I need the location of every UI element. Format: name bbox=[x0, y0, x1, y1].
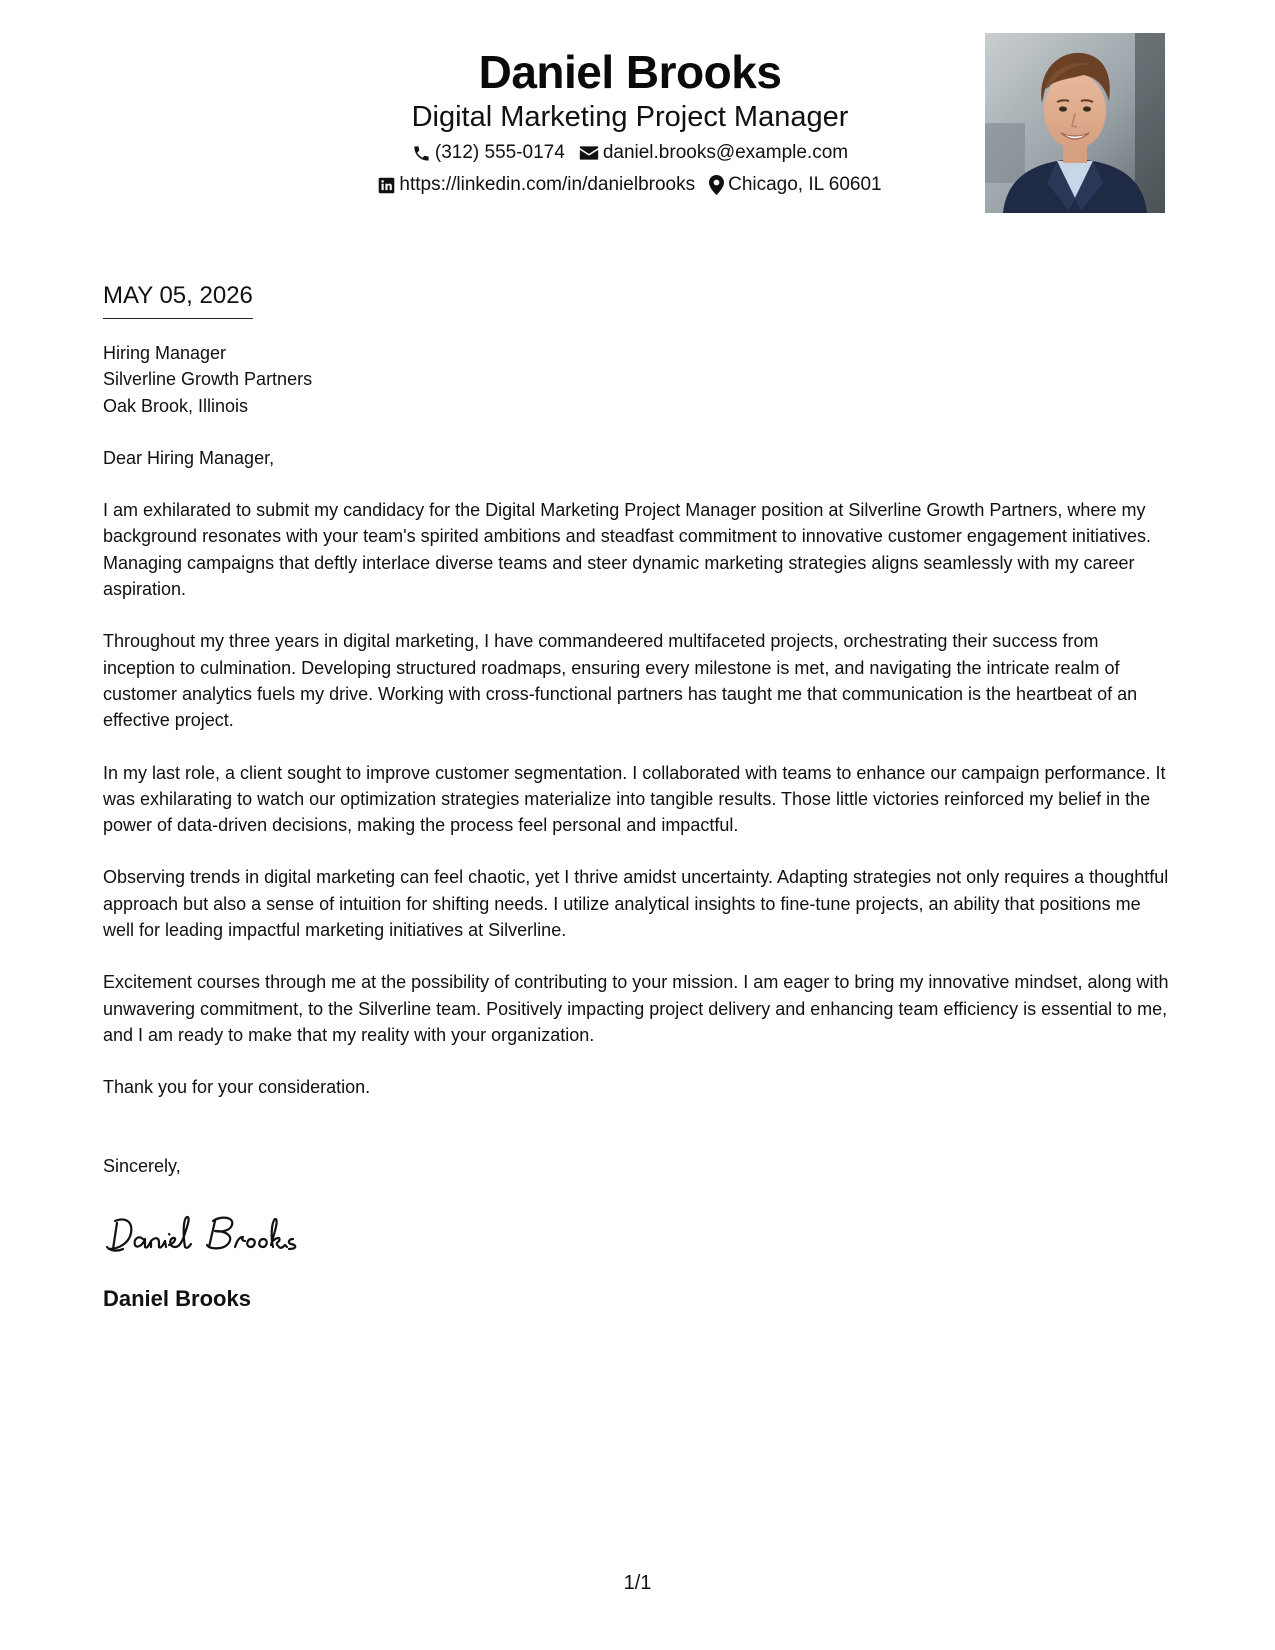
body-paragraph: Excitement courses through me at the possibility of contributing to your mission. I am eager to bring my innovative mindset, along with unwavering commitment, to the Silverline team. Positively impacting project delivery and enhancing team efficiency is essential to me, and I am ready to make that my reality with your organization. bbox=[103, 972, 1169, 1045]
phone-icon bbox=[412, 144, 431, 163]
recipient-location: Oak Brook, Illinois bbox=[103, 395, 249, 416]
envelope-icon bbox=[579, 145, 599, 161]
header-info bbox=[260, 44, 1000, 198]
contact-location bbox=[709, 172, 882, 198]
profile-photo bbox=[985, 33, 1165, 213]
letter-date: MAY 05, 2026 bbox=[103, 280, 253, 319]
handwritten-signature bbox=[103, 1209, 1173, 1259]
page-number: 1/1 bbox=[623, 1572, 652, 1594]
letter-body bbox=[103, 340, 1173, 1313]
email-address[interactable]: daniel.brooks@example.com bbox=[602, 142, 849, 163]
recipient-block bbox=[103, 340, 1173, 419]
linkedin-icon bbox=[378, 177, 395, 194]
recipient-title: Hiring Manager bbox=[103, 343, 227, 363]
phone-number: (312) 555-0174 bbox=[434, 142, 565, 163]
map-pin-icon bbox=[709, 175, 724, 195]
salutation: Dear Hiring Manager, bbox=[103, 447, 275, 468]
contact-phone bbox=[412, 140, 565, 166]
linkedin-url[interactable]: https://linkedin.com/in/danielbrooks bbox=[399, 174, 696, 195]
applicant-name: Daniel Brooks bbox=[478, 46, 782, 98]
contact-email bbox=[579, 140, 848, 166]
body-paragraph: Observing trends in digital marketing can feel chaotic, yet I thrive amidst uncertainty. Adapting strategies not only requires a thoughtful approach but also a sense of intuition for shifting needs. I utilize analytical insights to fine-tune projects, an ability that positions me well for leading impactful marketing initiatives at Silverline. bbox=[103, 867, 1169, 941]
thank-you-line: Thank you for your consideration. bbox=[103, 1077, 371, 1098]
letter-header bbox=[0, 0, 1275, 230]
closing: Sincerely, bbox=[103, 1155, 181, 1176]
contact-linkedin bbox=[378, 172, 695, 198]
location-text: Chicago, IL 60601 bbox=[728, 174, 882, 195]
body-paragraph: Throughout my three years in digital marketing, I have commandeered multifaceted projects, orchestrating their success from inception to culmination. Developing structured roadmaps, ensuring every milestone is met, and navigating the intricate realm of customer analytics fuels my drive. Working with cross-functional partners has taught me that communication is the heartbeat of an effective project. bbox=[103, 631, 1138, 731]
recipient-company: Silverline Growth Partners bbox=[103, 369, 313, 390]
applicant-job-title: Digital Marketing Project Manager bbox=[411, 101, 849, 133]
contact-row-secondary bbox=[260, 172, 1000, 198]
signer-name: Daniel Brooks bbox=[103, 1285, 251, 1311]
body-paragraph: I am exhilarated to submit my candidacy for the Digital Marketing Project Manager position at Silverline Growth Partners, where my background resonates with your team's spirited ambitions and steadfast commitment to innovative customer engagement initiatives. Managing campaigns that deftly interlace diverse teams and steer dynamic marketing strategies aligns seamlessly with my career aspiration. bbox=[103, 500, 1151, 600]
body-paragraph: In my last role, a client sought to improve customer segmentation. I collaborated with teams to enhance our campaign performance. It was exhilarating to watch our optimization strategies materialize into tangible results. Those little victories reinforced my belief in the power of data-driven decisions, making the process feel personal and impactful. bbox=[103, 762, 1166, 836]
contact-row-primary bbox=[260, 140, 1000, 166]
